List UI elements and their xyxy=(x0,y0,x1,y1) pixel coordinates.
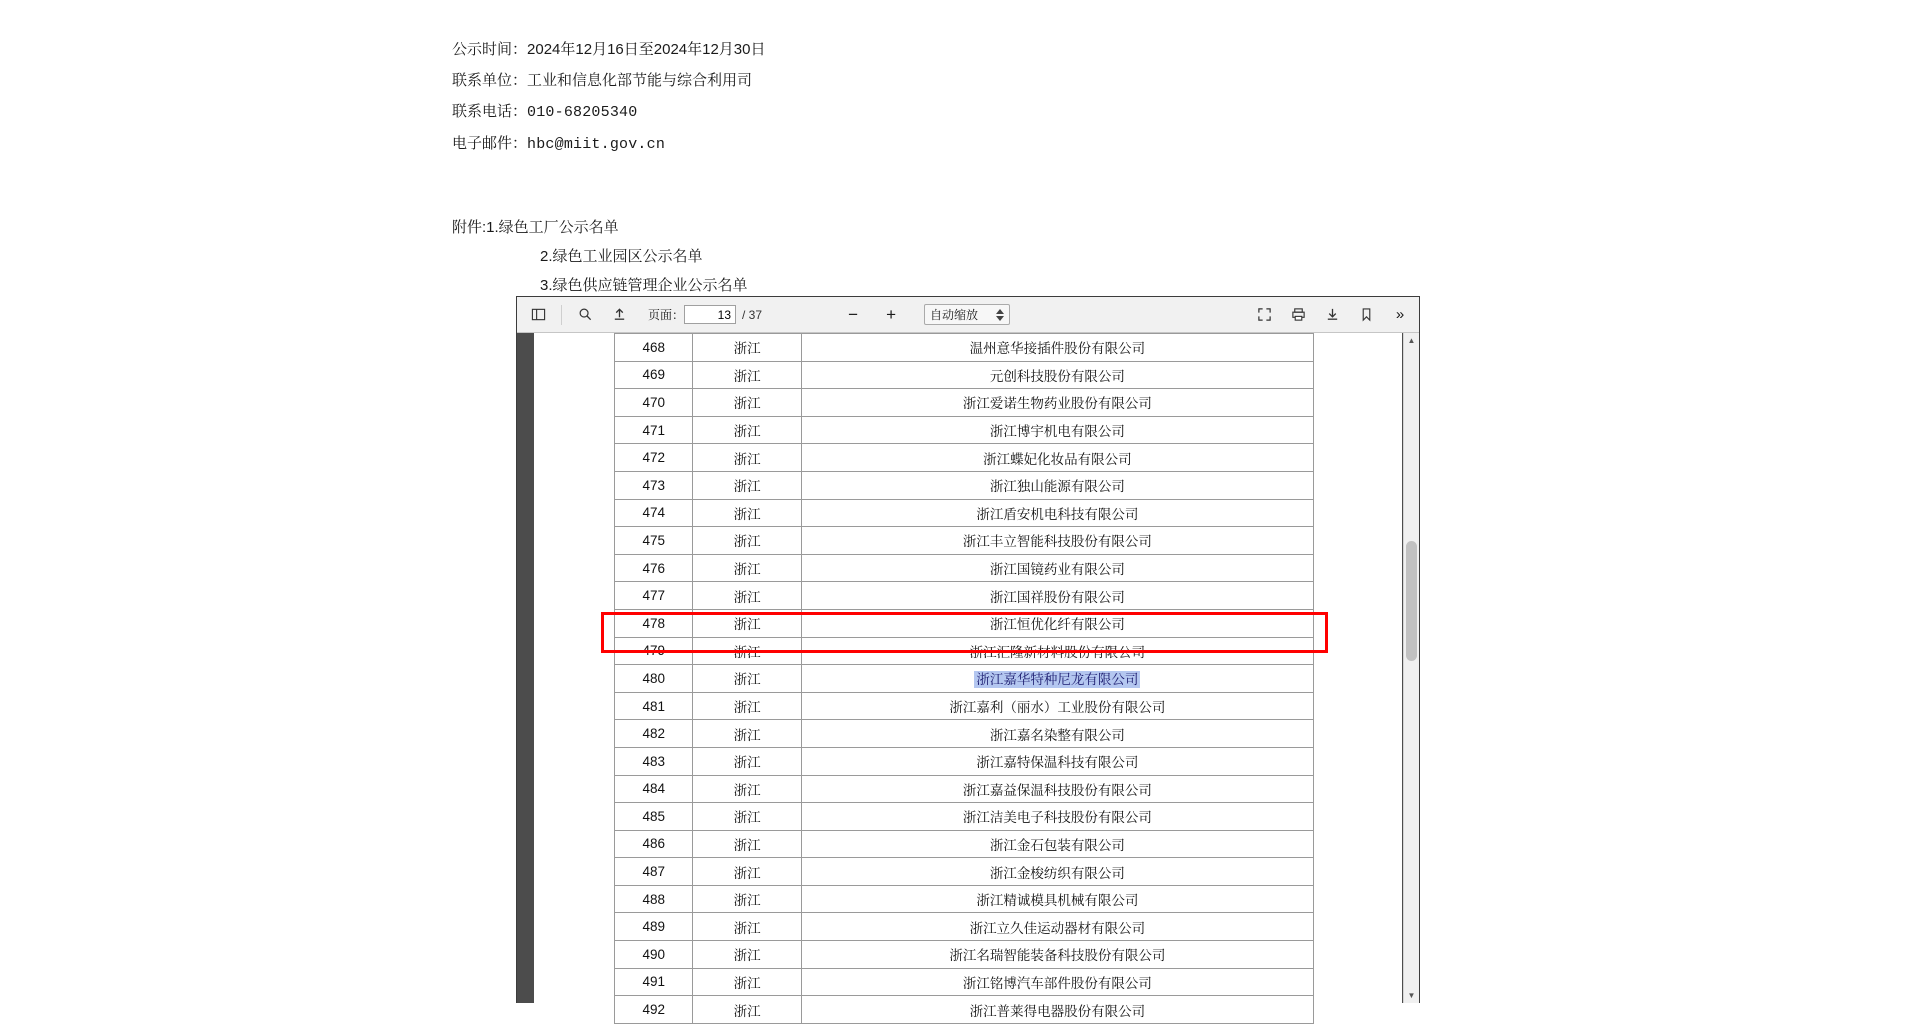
cell-province: 浙江 xyxy=(693,858,801,886)
cell-company-name: 浙江蝶妃化妆品有限公司 xyxy=(801,444,1313,472)
table-row[interactable] xyxy=(615,471,1314,499)
cell-company-name: 温州意华接插件股份有限公司 xyxy=(801,334,1313,362)
cell-company-name: 浙江恒优化纤有限公司 xyxy=(801,609,1313,637)
cell-province: 浙江 xyxy=(693,968,801,996)
notice-label-unit: 联系单位： xyxy=(452,72,528,89)
zoom-controls xyxy=(840,303,1010,327)
cell-province: 浙江 xyxy=(693,444,801,472)
table-row[interactable] xyxy=(615,747,1314,775)
cell-company-name: 浙江嘉益保温科技股份有限公司 xyxy=(801,775,1313,803)
cell-company-name: 浙江嘉利（丽水）工业股份有限公司 xyxy=(801,692,1313,720)
table-row[interactable] xyxy=(615,968,1314,996)
cell-index: 480 xyxy=(615,665,693,693)
cell-province: 浙江 xyxy=(693,609,801,637)
table-row[interactable] xyxy=(615,775,1314,803)
pdf-page xyxy=(534,333,1402,1019)
upload-icon[interactable] xyxy=(604,302,634,328)
cell-index: 491 xyxy=(615,968,693,996)
table-row[interactable] xyxy=(615,830,1314,858)
cell-index: 486 xyxy=(615,830,693,858)
cell-province: 浙江 xyxy=(693,416,801,444)
cell-province: 浙江 xyxy=(693,692,801,720)
notice-label-phone: 联系电话： xyxy=(452,103,528,120)
cell-index: 470 xyxy=(615,389,693,417)
table-row[interactable] xyxy=(615,582,1314,610)
cell-index: 492 xyxy=(615,996,693,1024)
vertical-scrollbar[interactable] xyxy=(1403,333,1419,1003)
scroll-down-arrow-icon[interactable]: ▼ xyxy=(1407,991,1416,1000)
cell-province: 浙江 xyxy=(693,361,801,389)
notice-label-email: 电子邮件： xyxy=(452,135,528,152)
notice-block xyxy=(452,34,1212,160)
table-row[interactable] xyxy=(615,499,1314,527)
zoom-out-button[interactable]: − xyxy=(848,305,858,324)
cell-index: 484 xyxy=(615,775,693,803)
cell-company-name: 浙江普莱得电器股份有限公司 xyxy=(801,996,1313,1024)
page-number-label: 页面： xyxy=(648,308,685,322)
cell-index: 469 xyxy=(615,361,693,389)
cell-province: 浙江 xyxy=(693,637,801,665)
cell-province: 浙江 xyxy=(693,499,801,527)
attachment-list xyxy=(452,213,748,300)
cell-province: 浙江 xyxy=(693,471,801,499)
table-row[interactable] xyxy=(615,527,1314,555)
cell-index: 483 xyxy=(615,747,693,775)
cell-index: 477 xyxy=(615,582,693,610)
cell-province: 浙江 xyxy=(693,720,801,748)
table-row[interactable] xyxy=(615,361,1314,389)
cell-company-name: 浙江国祥股份有限公司 xyxy=(801,582,1313,610)
table-row[interactable] xyxy=(615,913,1314,941)
table-row[interactable] xyxy=(615,996,1314,1024)
cell-company-name: 浙江洁美电子科技股份有限公司 xyxy=(801,803,1313,831)
cell-province: 浙江 xyxy=(693,775,801,803)
cell-index: 474 xyxy=(615,499,693,527)
notice-value-email: hbc@miit.gov.cn xyxy=(527,136,666,153)
cell-province: 浙江 xyxy=(693,527,801,555)
notice-line-time xyxy=(452,34,1212,65)
cell-index: 479 xyxy=(615,637,693,665)
table-row[interactable] xyxy=(615,803,1314,831)
cell-company-name: 浙江博宇机电有限公司 xyxy=(801,416,1313,444)
zoom-level-value: 自动缩放 xyxy=(930,308,979,322)
notice-line-phone xyxy=(452,96,1212,128)
search-icon[interactable] xyxy=(570,302,600,328)
chevron-updown-icon xyxy=(990,309,1004,321)
table-row[interactable] xyxy=(615,609,1314,637)
cell-company-name: 浙江精诚模具机械有限公司 xyxy=(801,885,1313,913)
pdf-toolbar xyxy=(517,297,1419,333)
cell-company-name: 浙江丰立智能科技股份有限公司 xyxy=(801,527,1313,555)
zoom-level-select[interactable] xyxy=(924,304,1010,325)
table-row[interactable] xyxy=(615,444,1314,472)
cell-company-name xyxy=(801,665,1313,693)
cell-index: 485 xyxy=(615,803,693,831)
cell-index: 488 xyxy=(615,885,693,913)
bookmark-icon[interactable] xyxy=(1351,302,1381,328)
cell-company-name: 浙江铭博汽车部件股份有限公司 xyxy=(801,968,1313,996)
selected-company-text: 浙江嘉华特种尼龙有限公司 xyxy=(976,672,1139,688)
cell-index: 478 xyxy=(615,609,693,637)
cell-company-name: 浙江立久佳运动器材有限公司 xyxy=(801,913,1313,941)
cell-company-name: 浙江金石包装有限公司 xyxy=(801,830,1313,858)
green-factory-table xyxy=(614,333,1314,1024)
cell-company-name: 浙江爱诺生物药业股份有限公司 xyxy=(801,389,1313,417)
cell-index: 489 xyxy=(615,913,693,941)
table-row[interactable] xyxy=(615,554,1314,582)
cell-province: 浙江 xyxy=(693,996,801,1024)
table-row[interactable] xyxy=(615,665,1314,693)
more-tools-button[interactable]: » xyxy=(1395,306,1405,323)
notice-label-time: 公示时间： xyxy=(452,41,528,58)
cell-province: 浙江 xyxy=(693,389,801,417)
cell-province: 浙江 xyxy=(693,830,801,858)
page-total-label: / 37 xyxy=(742,307,763,322)
toolbar-divider-1 xyxy=(561,305,562,325)
cell-index: 487 xyxy=(615,858,693,886)
presentation-mode-icon[interactable] xyxy=(1249,302,1279,328)
cell-province: 浙江 xyxy=(693,885,801,913)
cell-company-name: 元创科技股份有限公司 xyxy=(801,361,1313,389)
cell-province: 浙江 xyxy=(693,747,801,775)
sidebar-toggle-icon[interactable] xyxy=(523,302,553,328)
attachment-item-3: 3.绿色供应链管理企业公示名单 xyxy=(540,277,748,294)
notice-line-unit xyxy=(452,65,1212,96)
table-row[interactable] xyxy=(615,334,1314,362)
cell-company-name: 浙江汇隆新材料股份有限公司 xyxy=(801,637,1313,665)
cell-company-name: 浙江金梭纺织有限公司 xyxy=(801,858,1313,886)
save-icon[interactable] xyxy=(1317,302,1347,328)
cell-province: 浙江 xyxy=(693,554,801,582)
table-row[interactable] xyxy=(615,692,1314,720)
zoom-in-button[interactable]: + xyxy=(886,305,896,324)
notice-value-time: 2024年12月16日至2024年12月30日 xyxy=(527,41,766,58)
table-row[interactable] xyxy=(615,941,1314,969)
pdf-document-area[interactable] xyxy=(517,333,1419,1019)
table-row[interactable] xyxy=(615,720,1314,748)
cell-index: 490 xyxy=(615,941,693,969)
toolbar-right-group xyxy=(1247,302,1417,328)
print-icon[interactable] xyxy=(1283,302,1313,328)
cell-index: 472 xyxy=(615,444,693,472)
table-row[interactable] xyxy=(615,416,1314,444)
cell-company-name: 浙江独山能源有限公司 xyxy=(801,471,1313,499)
notice-value-phone: 010-68205340 xyxy=(527,104,638,121)
cell-company-name: 浙江盾安机电科技有限公司 xyxy=(801,499,1313,527)
cell-index: 482 xyxy=(615,720,693,748)
cell-index: 468 xyxy=(615,334,693,362)
cell-province: 浙江 xyxy=(693,334,801,362)
table-row[interactable] xyxy=(615,858,1314,886)
cell-index: 481 xyxy=(615,692,693,720)
page-number-input[interactable] xyxy=(684,305,736,324)
table-row[interactable] xyxy=(615,637,1314,665)
notice-line-email xyxy=(452,128,1212,160)
attachment-item-1: 附件:1.绿色工厂公示名单 xyxy=(452,219,619,236)
cell-company-name: 浙江名瑞智能装备科技股份有限公司 xyxy=(801,941,1313,969)
cell-province: 浙江 xyxy=(693,941,801,969)
cell-index: 476 xyxy=(615,554,693,582)
cell-index: 475 xyxy=(615,527,693,555)
attachment-item-2: 2.绿色工业园区公示名单 xyxy=(540,248,703,265)
notice-value-unit: 工业和信息化部节能与综合利用司 xyxy=(527,72,753,89)
cell-company-name: 浙江嘉名染整有限公司 xyxy=(801,720,1313,748)
scrollbar-thumb[interactable] xyxy=(1406,541,1417,661)
table-row[interactable] xyxy=(615,389,1314,417)
cell-province: 浙江 xyxy=(693,665,801,693)
cell-index: 473 xyxy=(615,471,693,499)
pdf-viewer xyxy=(517,297,1419,1019)
cell-province: 浙江 xyxy=(693,913,801,941)
cell-province: 浙江 xyxy=(693,803,801,831)
cell-province: 浙江 xyxy=(693,582,801,610)
cell-company-name: 浙江嘉特保温科技有限公司 xyxy=(801,747,1313,775)
cell-company-name: 浙江国镜药业有限公司 xyxy=(801,554,1313,582)
scroll-up-arrow-icon[interactable]: ▲ xyxy=(1407,336,1416,345)
table-row[interactable] xyxy=(615,885,1314,913)
cell-index: 471 xyxy=(615,416,693,444)
